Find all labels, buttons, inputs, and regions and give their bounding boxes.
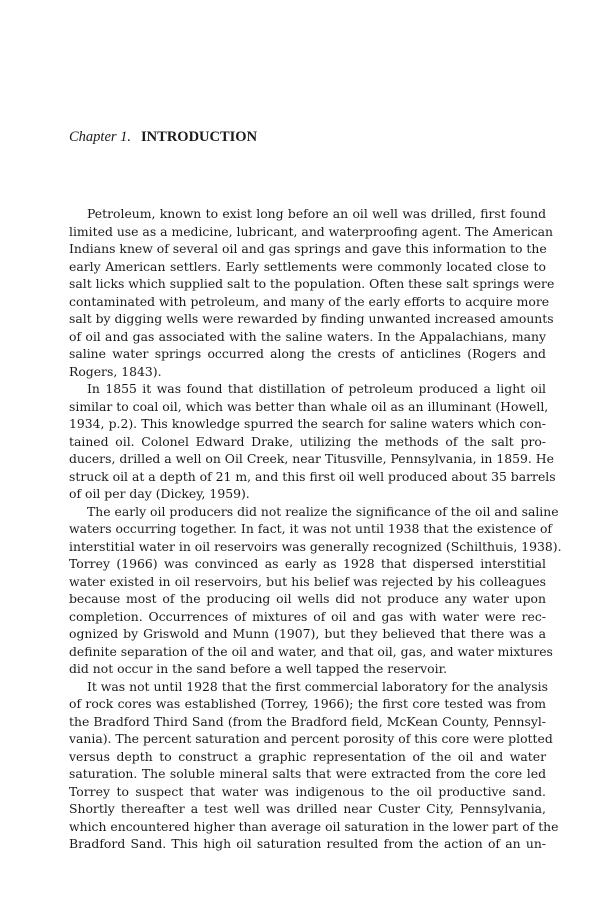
chapter-title: INTRODUCTION [141,129,258,145]
text-line: similar to coal oil, which was better than whale oil as an illuminant (Howell, [69,398,549,414]
text-line: the Bradford Third Sand (from the Bradford field, McKean County, Pennsyl- [69,713,546,729]
text-line: salt by digging wells were rewarded by finding unwanted increased amounts [69,311,554,326]
text-line: 1934, p.2). This knowledge spurred the search for saline waters which con- [69,416,546,431]
text-line: saturation. The soluble mineral salts that were extracted from the core led [69,766,546,781]
text-line: Torrey (1966) was convinced as early as 1928 that dispersed interstitial [69,556,546,571]
text-line: vania). The percent saturation and percent porosity of this core were plotted [69,731,553,746]
text-line: versus depth to construct a graphic representation of the oil and water [69,748,546,764]
text-line: water existed in oil reservoirs, but his belief was rejected by his colleagues [69,573,546,589]
text-line: Petroleum, known to exist long before an oil well was drilled, first found [87,206,546,221]
text-line: which encountered higher than average oil saturation in the lower part of the [69,818,559,834]
chapter-label: Chapter 1. [69,129,132,145]
text-line: definite separation of the oil and water, and that oil, gas, and water mixtures [69,643,553,659]
text-line: interstitial water in oil reservoirs was generally recognized (Schilthuis, 1938). [69,538,562,554]
text-line: Rogers, 1843). [69,363,162,379]
text-line: because most of the producing oil wells did not produce any water upon [69,591,546,606]
text-line: In 1855 it was found that distillation of petroleum produced a light oil [87,381,546,396]
text-line: did not occur in the sand before a well tapped the reservoir. [69,661,448,676]
paragraph-2 [69,380,556,503]
text-line: ducers, drilled a well on Oil Creek, near Titusville, Pennsylvania, in 1859. He [69,451,554,466]
chapter-heading [69,127,257,147]
text-line: tained oil. Colonel Edward Drake, utilizing the methods of the salt pro- [69,433,546,449]
text-line: Indians knew of several oil and gas springs and gave this information to the [69,241,547,256]
text-line: of oil per day (Dickey, 1959). [69,486,250,501]
text-line: Torrey to suspect that water was indigenous to the oil productive sand. [69,783,546,799]
text-line: early American settlers. Early settlements were commonly located close to [69,258,546,274]
text-line: of rock cores was established (Torrey, 1966); the first core tested was from [69,696,546,711]
text-line: ognized by Griswold and Munn (1907), but they believed that there was a [69,626,546,641]
text-line: The early oil producers did not realize the significance of the oil and saline [87,503,559,519]
paragraph-1 [69,205,555,380]
text-line: saline water springs occurred along the crests of anticlines (Rogers and [69,346,546,361]
text-line: completion. Occurrences of mixtures of oil and gas with water were rec- [69,608,546,624]
text-line: Bradford Sand. This high oil saturation resulted from the action of an un- [69,836,546,851]
paragraph-4 [69,678,559,853]
text-line: Shortly thereafter a test well was drilled near Custer City, Pennsylvania, [69,801,546,816]
text-line: contaminated with petroleum, and many of the early efforts to acquire more [69,293,550,309]
text-line: salt licks which supplied salt to the population. Often these salt springs were [69,276,555,291]
body-text [69,205,562,853]
text-line: struck oil at a depth of 21 m, and this first oil well produced about 35 barrels [69,468,556,484]
text-line: of oil and gas associated with the saline waters. In the Appalachians, many [69,328,546,344]
text-line: waters occurring together. In fact, it was not until 1938 that the existence of [69,521,553,536]
text-line: It was not until 1928 that the first commercial laboratory for the analysis [87,678,548,694]
paragraph-3 [69,503,562,678]
text-line: limited use as a medicine, lubricant, and waterproofing agent. The American [69,223,554,239]
